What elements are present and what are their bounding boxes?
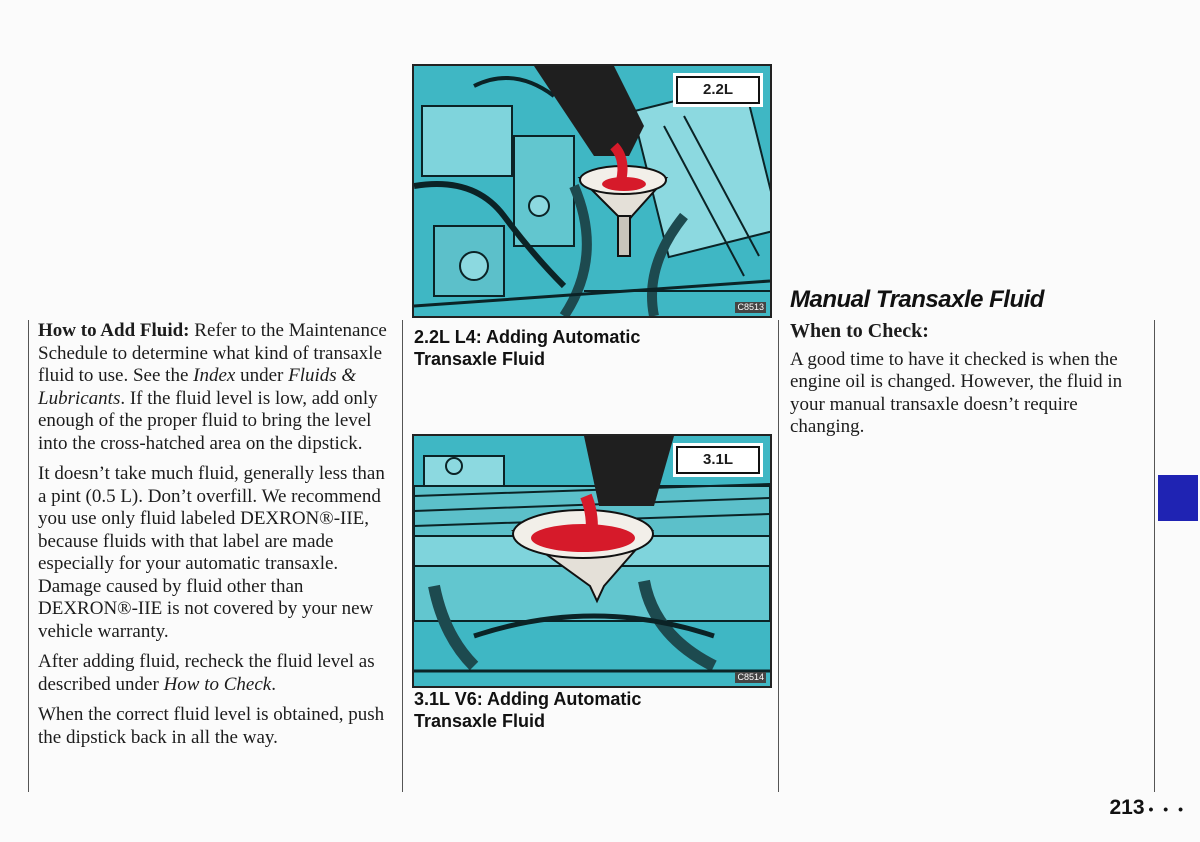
left-column [38, 320, 396, 757]
recheck-end: . [271, 673, 276, 695]
how-to-check-reference: How to Check [163, 673, 272, 695]
fluids-lubricants-reference: Fluids & Lubricants [38, 365, 357, 409]
column-rule-left [28, 320, 29, 792]
page-number [1109, 796, 1186, 820]
when-to-check-heading: When to Check: [790, 320, 929, 342]
figure-code-3-1l: C8514 [737, 672, 764, 682]
add-fluid-paragraph [38, 320, 396, 455]
add-fluid-text-1: Refer to the Maintenance Schedule to determine what kind of transaxle fluid to use. See the [38, 320, 387, 386]
add-fluid-heading: How to Add Fluid: [38, 320, 190, 341]
add-fluid-text-3: . If the fluid level is low, add only enough of the proper fluid to bring the level into the cross-hatched area on the dipstick. [38, 387, 378, 454]
manual-transaxle-title: Manual Transaxle Fluid [790, 286, 1044, 313]
column-rule-right [778, 320, 779, 792]
right-column [790, 320, 1144, 447]
figure-3-1l-caption: 3.1L V6: Adding Automatic Transaxle Fluid [414, 689, 642, 731]
engine-label-2-2l: 2.2L [676, 76, 760, 104]
dipstick-paragraph: When the correct fluid level is obtained, push the dipstick back in all the way. [38, 704, 385, 748]
page-number-value: 213 [1109, 796, 1145, 819]
index-reference: Index [193, 365, 236, 386]
figure-3-1l-illustration [412, 434, 772, 688]
page-dots: • • • [1148, 801, 1186, 817]
fluid-amount-paragraph: It doesn’t take much fluid, generally less than a pint (0.5 L). Don’t overfill. We recommend you use only fluid labeled DEXRON®-IIE, because fluids with that label are made especially for your automatic transaxle. Damage caused by fluid other than DEXRON®-IIE is not covered by your new vehicle warranty. [38, 463, 385, 642]
recheck-paragraph [38, 651, 396, 696]
recheck-text: After adding fluid, recheck the fluid level as described under [38, 651, 375, 695]
chapter-tab-marker [1158, 475, 1198, 521]
engine-label-3-1l: 3.1L [676, 446, 760, 474]
figure-2-2l-caption: 2.2L L4: Adding Automatic Transaxle Fluid [414, 327, 641, 369]
column-rule-middle [402, 320, 403, 792]
figure-code-2-2l: C8513 [737, 302, 764, 312]
column-rule-far-right [1154, 320, 1155, 792]
add-fluid-text-2: under [235, 365, 289, 386]
when-to-check-text: A good time to have it checked is when the engine oil is changed. However, the fluid in your manual transaxle doesn’t require changing. [790, 348, 1123, 437]
figure-2-2l-illustration [412, 64, 772, 318]
